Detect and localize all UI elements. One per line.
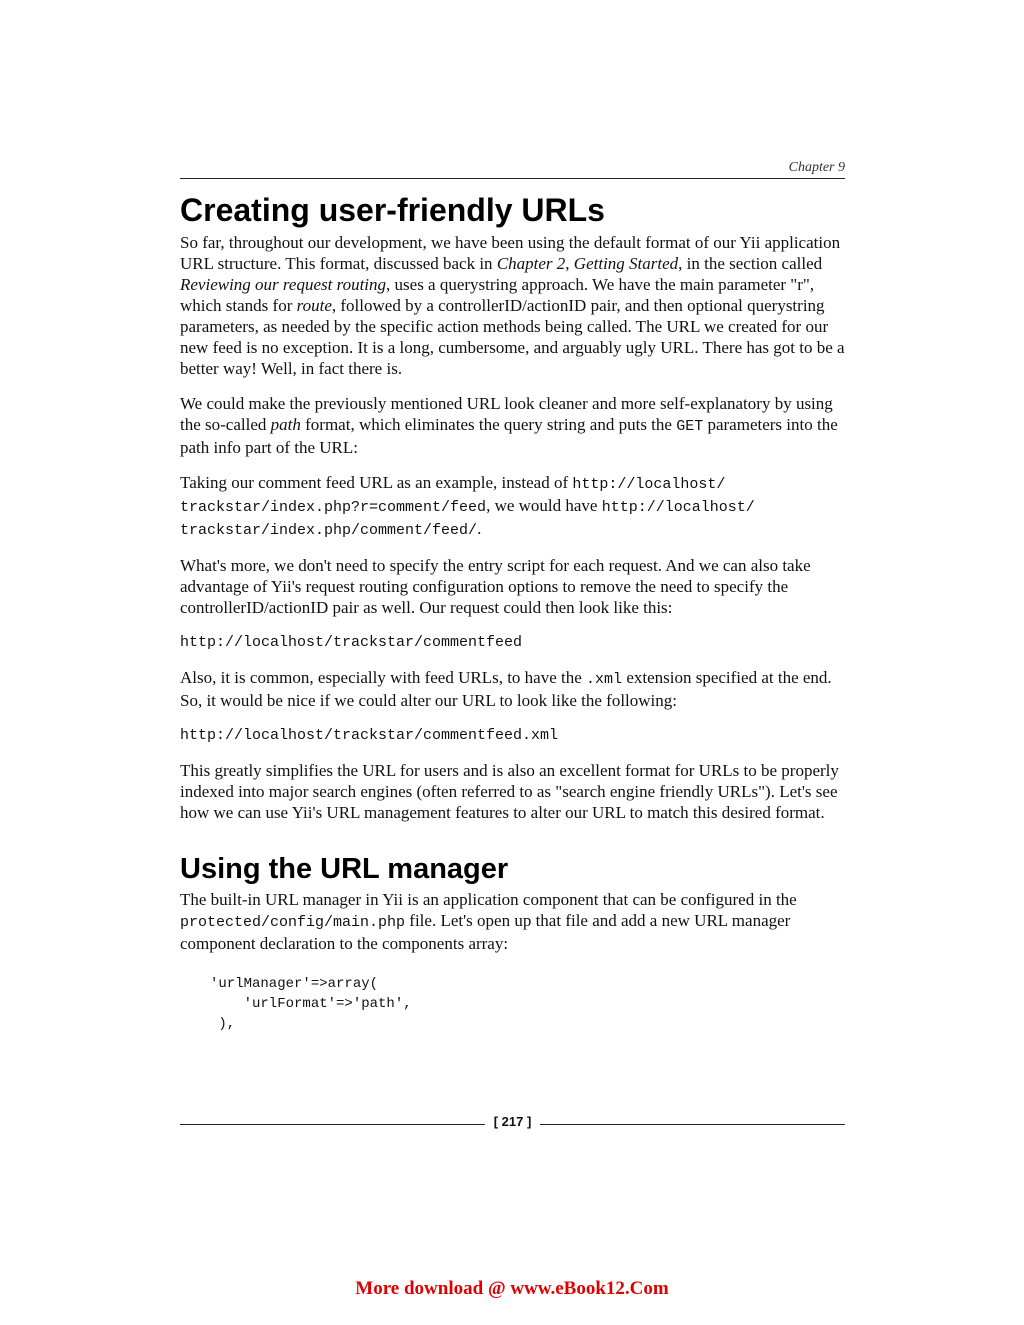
header-rule [180,178,845,179]
paragraph-url-manager [180,889,845,954]
inline-code-get: GET [676,418,704,435]
paragraph-url-example [180,472,845,541]
code-line: 'urlFormat'=>'path', [210,996,412,1012]
page-number: [ 217 ] [493,1114,532,1129]
footer-rule-left [180,1124,485,1125]
text-run: file. Let's open up that file and add a new URL manager component declaration to the components array: [180,911,791,953]
running-header-chapter: Chapter 9 [788,160,845,175]
code-url-commentfeed: http://localhost/trackstar/commentfeed [180,634,523,651]
text-run: , followed by a controllerID/actionID pair, and then optional querystring parameters, as needed by the specific action methods being called. The URL we created for our new feed is no exception. It is a long, cumbersome, and arguably ugly URL. There has got to be a better way! Well, in fact there is. [180,296,845,378]
text-run: . [477,519,482,538]
inline-code-old-url: http://localhost/ trackstar/index.php?r=comment/feed [180,476,726,516]
inline-code-config-file: protected/config/main.php [180,914,406,931]
text-run: Taking our comment feed URL as an example, instead of [180,473,573,492]
text-run: format, which eliminates the query string and puts the [300,415,677,434]
section-reference: Reviewing our request routing [180,275,387,294]
page-footer [180,1114,845,1134]
paragraph-xml-extension [180,667,845,711]
paragraph-path-format [180,393,845,458]
footer-rule-right [540,1124,845,1125]
text-run: , [565,254,574,273]
emphasis-path: path [270,415,301,434]
paragraph-entry-script: What's more, we don't need to specify the entry script for each request. And we can also take advantage of Yii's request routing configuration options to remove the need to specify the controllerID/actionID pair as well. Our request could then look like this: [180,556,811,617]
text-run: We could make the previously mentioned URL look cleaner and more self-explanatory by using the so-called [180,394,833,434]
paragraph-intro [180,232,845,379]
text-run: extension specified at the end. So, it would be nice if we could alter our URL to look like the following: [180,668,832,710]
emphasis-route: route [296,296,332,315]
section-heading-url-manager: Using the URL manager [180,853,509,885]
inline-code-new-url: http://localhost/ trackstar/index.php/comment/feed/ [180,499,755,539]
text-run: So far, throughout our development, we have been using the default format of our Yii application URL structure. This format, discussed back in [180,233,841,273]
paragraph-seo: This greatly simplifies the URL for users and is also an excellent format for URLs to be properly indexed into major search engines (often referred to as "search engine friendly URLs"). Let's see how we can use Yii's URL management features to alter our URL to match this desired format. [180,761,839,822]
section-heading-user-friendly-urls: Creating user-friendly URLs [180,192,605,228]
code-line: ), [210,1016,236,1032]
code-url-commentfeed-xml: http://localhost/trackstar/commentfeed.xml [180,727,559,744]
code-line: 'urlManager'=>array( [210,976,379,992]
text-run: , in the section called [678,254,823,273]
download-promo-link[interactable]: More download @ www.eBook12.Com [355,1278,669,1299]
text-run: , uses a querystring approach. We have the main parameter "r", which stands for [180,275,815,315]
text-run: , we would have [486,496,602,515]
chapter-reference: Chapter 2 [496,254,566,273]
code-block-url-manager [210,974,845,1034]
chapter-title-reference: Getting Started [573,254,679,273]
text-run: parameters into the path info part of the URL: [180,415,838,457]
inline-code-xml: .xml [586,671,623,688]
page-content [180,190,845,1034]
text-run: Also, it is common, especially with feed URLs, to have the [180,668,587,687]
text-run: The built-in URL manager in Yii is an application component that can be configured in the [180,890,797,909]
